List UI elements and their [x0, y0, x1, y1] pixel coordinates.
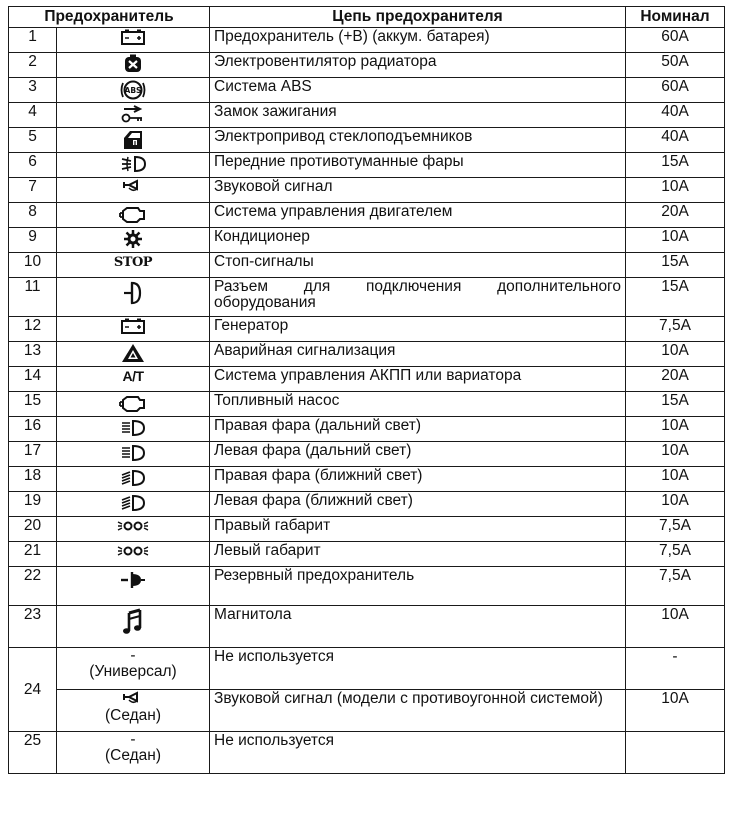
- fuse-number: 21: [9, 542, 57, 567]
- table-row: [9, 253, 725, 278]
- header-fuse: Предохранитель: [9, 7, 210, 28]
- fuse-rating: 60A: [626, 78, 725, 103]
- table-row: [9, 228, 725, 253]
- fuse-number: 4: [9, 103, 57, 128]
- body-variant: (Универсал): [89, 663, 177, 680]
- header-row: [9, 7, 725, 28]
- fuse-icon-cell: [57, 342, 210, 367]
- fuse-rating: 10A: [626, 606, 725, 648]
- header-rating: Номинал: [626, 7, 725, 28]
- fuse-number: 13: [9, 342, 57, 367]
- fuse-icon-cell: [57, 103, 210, 128]
- dash-mark: -: [130, 647, 136, 664]
- fuse-icon-cell: [57, 492, 210, 517]
- fuse-rating: 7,5A: [626, 317, 725, 342]
- circuit-description: Кондиционер: [210, 228, 626, 253]
- fuse-icon-cell: [57, 78, 210, 103]
- circuit-description: Магнитола: [210, 606, 626, 648]
- fuel-pump-engine-icon: [118, 393, 148, 413]
- fuse-icon-cell: [57, 442, 210, 467]
- fuse-rating: 10A: [626, 492, 725, 517]
- body-variant: (Седан): [104, 707, 162, 725]
- fuse-number: 20: [9, 517, 57, 542]
- table-row: [9, 128, 725, 153]
- svg-text:ABS: ABS: [124, 86, 142, 95]
- fuse-rating: 7,5A: [626, 517, 725, 542]
- circuit-description: Резервный предохранитель: [210, 567, 626, 606]
- ignition-key-icon: [118, 104, 148, 124]
- front-fog-light-icon: [119, 154, 147, 174]
- fuse-number: 24: [9, 648, 57, 732]
- fuse-number: 2: [9, 53, 57, 78]
- generator-icon: [120, 318, 146, 334]
- table-row: [9, 392, 725, 417]
- parking-light-icon: [116, 543, 150, 559]
- fuse-icon-cell: [57, 517, 210, 542]
- fuse-icon-cell: [57, 317, 210, 342]
- fuse-number: 1: [9, 28, 57, 53]
- fuse-number: 3: [9, 78, 57, 103]
- circuit-description: Генератор: [210, 317, 626, 342]
- automatic-transmission-icon: A/T: [122, 368, 144, 384]
- fuse-rating: 7,5A: [626, 567, 725, 606]
- horn-icon: [121, 691, 145, 707]
- fuse-icon-cell: [57, 690, 210, 732]
- engine-icon: [118, 204, 148, 224]
- fuse-icon-cell: [57, 228, 210, 253]
- circuit-description: Стоп-сигналы: [210, 253, 626, 278]
- table-row: [9, 417, 725, 442]
- fuse-number: 16: [9, 417, 57, 442]
- circuit-description: Топливный насос: [210, 392, 626, 417]
- fuse-number: 8: [9, 203, 57, 228]
- circuit-description: Система ABS: [210, 78, 626, 103]
- table-row: [9, 492, 725, 517]
- circuit-description: Левый габарит: [210, 542, 626, 567]
- fuse-icon-cell: [57, 542, 210, 567]
- fuse-number: 18: [9, 467, 57, 492]
- fuse-number: 19: [9, 492, 57, 517]
- fuse-number: 9: [9, 228, 57, 253]
- table-row: [9, 606, 725, 648]
- power-socket-icon: [120, 279, 146, 307]
- circuit-description: Правая фара (дальний свет): [210, 417, 626, 442]
- fuse-rating: 10A: [626, 178, 725, 203]
- table-row: [9, 278, 725, 317]
- table-row: [9, 178, 725, 203]
- circuit-description: Замок зажигания: [210, 103, 626, 128]
- circuit-description: Предохранитель (+В) (аккум. батарея): [210, 28, 626, 53]
- fuse-rating: 15A: [626, 278, 725, 317]
- spare-fuse-icon: [119, 568, 147, 592]
- table-row: [9, 342, 725, 367]
- high-beam-icon: [119, 418, 147, 438]
- fuse-rating: 10A: [626, 467, 725, 492]
- table-row: [9, 28, 725, 53]
- power-window-icon: [121, 129, 145, 151]
- hazard-warning-icon: [121, 343, 145, 363]
- circuit-description: Передние противотуманные фары: [210, 153, 626, 178]
- circuit-description: Не используется: [210, 732, 626, 774]
- fuse-rating: 50A: [626, 53, 725, 78]
- fuse-number: 15: [9, 392, 57, 417]
- circuit-description: Звуковой сигнал: [210, 178, 626, 203]
- fuse-icon-cell: [57, 732, 210, 774]
- fuse-rating: 40A: [626, 103, 725, 128]
- table-row: [9, 467, 725, 492]
- fuse-rating: 15A: [626, 153, 725, 178]
- table-row: [9, 567, 725, 606]
- horn-icon: [121, 179, 145, 195]
- fuse-rating: 10A: [626, 342, 725, 367]
- table-row: [9, 442, 725, 467]
- air-conditioner-icon: [123, 229, 143, 249]
- fuse-rating: 15A: [626, 392, 725, 417]
- circuit-description: Левая фара (дальний свет): [210, 442, 626, 467]
- table-row: [9, 153, 725, 178]
- fuse-number: 6: [9, 153, 57, 178]
- low-beam-icon: [119, 493, 147, 513]
- header-circuit: Цепь предохранителя: [210, 7, 626, 28]
- fuse-rating: 15A: [626, 253, 725, 278]
- table-row: [9, 103, 725, 128]
- low-beam-icon: [119, 468, 147, 488]
- fuse-rating: 10A: [626, 442, 725, 467]
- fuse-icon-cell: [57, 417, 210, 442]
- fuse-table: [8, 6, 725, 774]
- fuse-rating: 10A: [626, 417, 725, 442]
- circuit-description: Система управления АКПП или вариатора: [210, 367, 626, 392]
- body-variant: (Седан): [104, 747, 162, 764]
- circuit-description: Левая фара (ближний свет): [210, 492, 626, 517]
- fuse-icon-cell: [57, 128, 210, 153]
- fuse-icon-cell: [57, 648, 210, 690]
- high-beam-icon: [119, 443, 147, 463]
- fuse-icon-cell: [57, 153, 210, 178]
- fuse-number: 5: [9, 128, 57, 153]
- circuit-description: Система управления двигателем: [210, 203, 626, 228]
- fuse-rating: 10A: [626, 228, 725, 253]
- fuse-number: 7: [9, 178, 57, 203]
- table-row: [9, 367, 725, 392]
- circuit-description: Разъем для подключения дополнительного оборудования: [210, 278, 626, 317]
- fuse-table-tail: [9, 648, 725, 774]
- abs-icon: [119, 79, 147, 101]
- table-row-24a: [9, 648, 725, 690]
- table-row: [9, 542, 725, 567]
- fuse-table-body: [9, 28, 725, 648]
- fuse-icon-cell: [57, 567, 210, 606]
- fuse-number: 23: [9, 606, 57, 648]
- fuse-rating: 40A: [626, 128, 725, 153]
- fuse-rating: 20A: [626, 203, 725, 228]
- circuit-description: Правая фара (ближний свет): [210, 467, 626, 492]
- circuit-description: Аварийная сигнализация: [210, 342, 626, 367]
- battery-icon: [120, 29, 146, 45]
- fuse-rating: -: [626, 648, 725, 690]
- fuse-icon-cell: [57, 28, 210, 53]
- circuit-description: Не используется: [210, 648, 626, 690]
- circuit-description: Электровентилятор радиатора: [210, 53, 626, 78]
- parking-light-icon: [116, 518, 150, 534]
- fuse-icon-cell: [57, 253, 210, 278]
- fuse-number: 14: [9, 367, 57, 392]
- fuse-icon-cell: [57, 392, 210, 417]
- fuse-number: 10: [9, 253, 57, 278]
- table-row: [9, 78, 725, 103]
- table-row-25: [9, 732, 725, 774]
- circuit-description: Электропривод стеклоподъемников: [210, 128, 626, 153]
- fuse-icon-cell: [57, 203, 210, 228]
- fuse-rating: [626, 732, 725, 774]
- table-row: [9, 517, 725, 542]
- table-row-24b: [9, 690, 725, 732]
- circuit-description: Звуковой сигнал (модели с противоугонной системой): [210, 690, 626, 732]
- fuse-icon-cell: [57, 278, 210, 317]
- fuse-icon-cell: [57, 467, 210, 492]
- radiator-fan-icon: [122, 54, 144, 74]
- fuse-icon-cell: [57, 367, 210, 392]
- table-row: [9, 203, 725, 228]
- circuit-description: Правый габарит: [210, 517, 626, 542]
- fuse-icon-cell: [57, 53, 210, 78]
- fuse-number: 17: [9, 442, 57, 467]
- stop-light-icon: STOP: [113, 255, 153, 270]
- audio-icon: [122, 607, 144, 635]
- fuse-rating: 60A: [626, 28, 725, 53]
- fuse-number: 25: [9, 732, 57, 774]
- fuse-number: 11: [9, 278, 57, 317]
- fuse-number: 22: [9, 567, 57, 606]
- fuse-rating: 20A: [626, 367, 725, 392]
- table-row: [9, 53, 725, 78]
- fuse-icon-cell: [57, 178, 210, 203]
- fuse-icon-cell: [57, 606, 210, 648]
- dash-mark: -: [130, 731, 136, 748]
- fuse-rating: 10A: [626, 690, 725, 732]
- fuse-rating: 7,5A: [626, 542, 725, 567]
- table-row: [9, 317, 725, 342]
- fuse-number: 12: [9, 317, 57, 342]
